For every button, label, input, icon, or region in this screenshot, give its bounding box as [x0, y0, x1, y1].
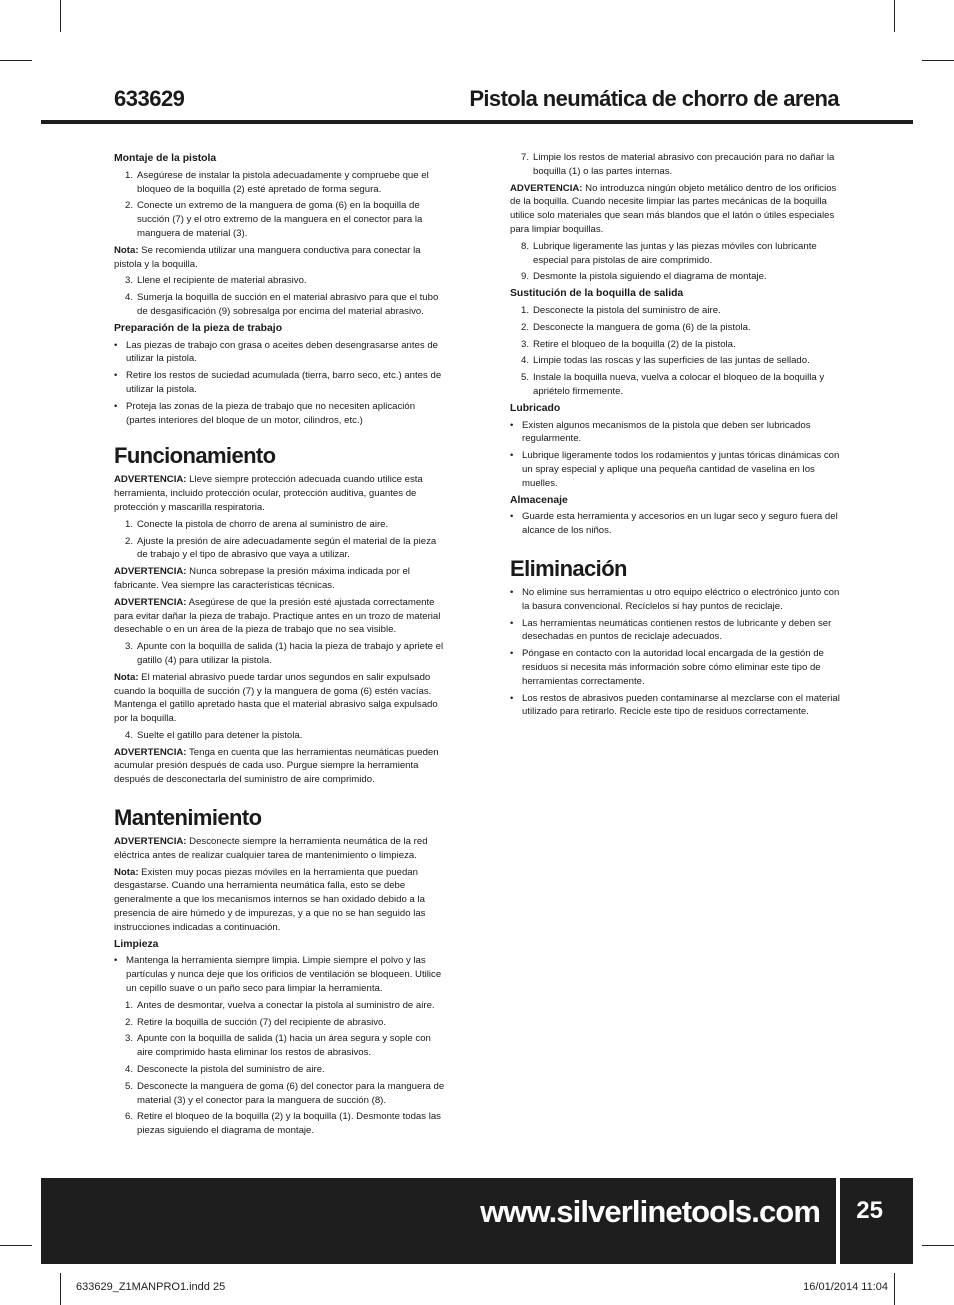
list-item: [114, 729, 446, 743]
footer-bar: [41, 1178, 913, 1264]
note-paragraph: [114, 866, 446, 935]
list-number: 5.: [125, 1080, 134, 1092]
list-item: [114, 369, 446, 397]
list-item-text: Retire el bloqueo de la boquilla (2) de la pistola.: [533, 338, 736, 350]
list-item-text: Las herramientas neumáticas contienen restos de lubricante y deben ser desechadas en puntos de reciclaje adecuados.: [522, 617, 832, 643]
warning-label: ADVERTENCIA:: [114, 474, 187, 486]
warning-text: No introduzca ningún objeto metálico dentro de los orificios de la boquilla. Cuando necesite limpiar las partes mecánicas de la boquilla utilice solo materiales que sean más blandos que el latón o útiles especiales para limpiar boquillas.: [510, 182, 837, 235]
montaje-list-2: [114, 274, 446, 318]
left-column: [114, 150, 446, 1141]
bullet-icon: •: [510, 511, 514, 523]
list-number: 2.: [521, 321, 530, 333]
warning-text: Desconecte siempre la herramienta neumática de la red eléctrica antes de realizar cualquier tarea de mantenimiento o limpieza.: [114, 836, 428, 861]
warning-paragraph: [510, 182, 842, 237]
list-item-text: Desconecte la pistola del suministro de aire.: [533, 304, 721, 316]
list-item: [114, 339, 446, 367]
list-number: 7.: [521, 152, 530, 163]
list-item: [114, 1080, 446, 1108]
warning-label: ADVERTENCIA:: [114, 836, 187, 848]
limpieza-bullets: [114, 954, 446, 995]
list-item-text: Ajuste la presión de aire adecuadamente según el material de la pieza de trabajo y el tipo de abrasivo que vaya a utilizar.: [137, 535, 437, 561]
subheading-almacenaje: Almacenaje: [510, 494, 568, 506]
section-heading-eliminacion: Eliminación: [510, 555, 627, 581]
list-item-text: Desconecte la manguera de goma (6) del conector para la manguera de material (3) y el conector para la manguera de succión (8).: [137, 1080, 445, 1106]
page-header: [114, 86, 839, 116]
montaje-list: [114, 169, 446, 241]
list-item: [510, 371, 842, 399]
limpieza-list: [114, 999, 446, 1138]
limpieza-list-cont-2: [510, 240, 842, 284]
list-item: [114, 518, 446, 532]
bullet-icon: •: [114, 370, 118, 382]
bullet-icon: •: [510, 617, 514, 629]
list-item: [114, 1110, 446, 1138]
bullet-icon: •: [510, 692, 514, 704]
bullet-icon: •: [510, 586, 514, 598]
bullet-icon: •: [114, 400, 118, 412]
list-item: [510, 449, 842, 490]
list-number: 4.: [125, 1064, 134, 1076]
warning-label: ADVERTENCIA:: [114, 746, 187, 758]
list-item-text: Limpie todas las roscas y las superficies de las juntas de sellado.: [533, 355, 810, 367]
list-item-text: Guarde esta herramienta y accesorios en un lugar seco y seguro fuera del alcance de los niños.: [522, 511, 838, 537]
bullet-icon: •: [510, 419, 514, 431]
list-item-text: Antes de desmontar, vuelva a conectar la pistola al suministro de aire.: [137, 999, 435, 1011]
list-item-text: Apunte con la boquilla de salida (1) hacia la pieza de trabajo y apriete el gatillo (4) para utilizar la pistola.: [137, 641, 444, 666]
list-number: 4.: [521, 355, 530, 367]
list-item-text: Las piezas de trabajo con grasa o aceites deben desengrasarse antes de utilizar la pistola.: [126, 339, 439, 365]
header-rule: [41, 120, 913, 124]
lubricado-list: [510, 419, 842, 491]
almacenaje-list: [510, 510, 842, 538]
list-item-text: Asegúrese de instalar la pistola adecuadamente y compruebe que el bloqueo de la boquilla (2) esté apretado de forma segura.: [137, 169, 429, 195]
limpieza-list-cont: [510, 151, 842, 179]
list-item-text: Conecte la pistola de chorro de arena al suministro de aire.: [137, 518, 389, 530]
list-item-text: Lubrique ligeramente todos los rodamientos y juntas tóricas dinámicas con un spray especial y aplique una pequeña cantidad de vaselina en los muelles.: [522, 450, 840, 489]
list-item-text: Mantenga la herramienta siempre limpia. Limpie siempre el polvo y las partículas y nunca deje que los orificios de ventilación se bloqueen. Utilice un cepillo suave o un paño seco para limpiar la herramienta.: [126, 955, 442, 995]
note-paragraph: [114, 244, 446, 272]
list-item-text: Proteja las zonas de la pieza de trabajo que no necesiten aplicación (partes interiores del bloque de un motor, cilindros, etc.): [126, 400, 416, 426]
list-item-text: Conecte un extremo de la manguera de goma (6) en la boquilla de succión (7) y el otro extremo de la manguera en el conector para la manguera de material (3).: [137, 200, 423, 239]
crop-mark: [894, 0, 895, 32]
list-item: [510, 338, 842, 352]
bullet-icon: •: [114, 955, 118, 967]
right-column: [510, 151, 842, 722]
subheading-preparacion: Preparación de la pieza de trabajo: [114, 322, 283, 334]
warning-text: Tenga en cuenta que las herramientas neumáticas pueden acumular presión después de cada uso. Purgue siempre la herramienta después de desconectarla del suministro de aire comprimido.: [114, 746, 439, 786]
list-number: 1.: [125, 999, 134, 1011]
func-list-1: [114, 518, 446, 562]
list-item-text: Instale la boquilla nueva, vuelva a colocar el bloqueo de la boquilla y apriételo firmemente.: [533, 372, 825, 397]
eliminacion-list: [510, 586, 842, 719]
func-list-3: [114, 729, 446, 743]
crop-mark: [60, 0, 61, 32]
list-item: [510, 270, 842, 284]
bullet-icon: •: [510, 450, 514, 462]
list-number: 3.: [125, 275, 134, 287]
list-number: 4.: [125, 729, 134, 741]
slug-date: 16/01/2014 11:04: [803, 1281, 888, 1293]
warning-text: Nunca sobrepase la presión máxima indicada por el fabricante. Vea siempre las características técnicas.: [114, 566, 410, 591]
list-item: [510, 240, 842, 268]
note-text: El material abrasivo puede tardar unos segundos en salir expulsado cuando la boquilla de succión (7) y la manguera de goma (6) estén vacías. Mantenga el gatillo apretado hasta que el material abrasivo salga expulsado por la boquilla.: [114, 671, 438, 725]
warning-paragraph: [114, 473, 446, 514]
note-text: Existen muy pocas piezas móviles en la herramienta que puedan desgastarse. Cuando una herramienta neumática falla, esto se debe generalmente a que los mecanismos internos se han oxidado debido a la presencia de aire húmedo y de impurezas, y a que no se han seguido las instrucciones indicadas a continuación.: [114, 866, 426, 933]
list-item: [114, 535, 446, 563]
list-item-text: Existen algunos mecanismos de la pistola que deben ser lubricados regularmente.: [522, 419, 811, 445]
list-item-text: Lubrique ligeramente las juntas y las piezas móviles con lubricante especial para pistolas de aire comprimido.: [533, 240, 817, 266]
func-list-2: [114, 640, 446, 668]
list-item: [510, 617, 842, 645]
subheading-lubricado: Lubricado: [510, 402, 561, 414]
list-item-text: Retire el bloqueo de la boquilla (2) y la boquilla (1). Desmonte todas las piezas siguiendo el diagrama de montaje.: [137, 1111, 441, 1137]
slug-filename: 633629_Z1MANPRO1.indd 25: [76, 1281, 226, 1293]
prep-list: [114, 339, 446, 428]
note-text: Se recomienda utilizar una manguera conductiva para conectar la pistola y la boquilla.: [114, 244, 421, 270]
crop-mark: [0, 1245, 32, 1246]
sustitucion-list: [510, 304, 842, 399]
crop-mark: [60, 1273, 61, 1305]
list-item-text: Llene el recipiente de material abrasivo.: [137, 275, 307, 287]
note-label: Nota:: [114, 866, 139, 878]
list-item: [114, 199, 446, 240]
list-item: [114, 400, 446, 428]
list-item-text: Retire la boquilla de succión (7) del recipiente de abrasivo.: [137, 1016, 387, 1028]
list-item: [114, 999, 446, 1013]
subheading-sustitucion: Sustitución de la boquilla de salida: [510, 288, 684, 300]
page-number: 25: [856, 1197, 883, 1224]
list-item-text: Sumerja la boquilla de succión en el material abrasivo para que el tubo de desgasificación (9) sobresalga por encima del material abrasivo.: [137, 292, 439, 317]
warning-label: ADVERTENCIA:: [510, 182, 583, 194]
list-item: [510, 647, 842, 688]
list-number: 3.: [125, 641, 134, 653]
list-item-text: Los restos de abrasivos pueden contaminarse al mezclarse con el material utilizado para retirarlo. Recicle este tipo de residuos correctamente.: [522, 692, 840, 718]
list-number: 4.: [125, 292, 134, 304]
page-title: Pistola neumática de chorro de arena: [469, 86, 839, 111]
list-number: 3.: [125, 1033, 134, 1045]
list-item: [114, 291, 446, 319]
warning-paragraph: [114, 596, 446, 637]
list-item: [510, 304, 842, 318]
list-item: [510, 419, 842, 447]
warning-label: ADVERTENCIA:: [114, 566, 187, 578]
list-number: 2.: [125, 1016, 134, 1028]
subheading-montaje: Montaje de la pistola: [114, 153, 217, 164]
note-paragraph: [114, 671, 446, 726]
list-item-text: Apunte con la boquilla de salida (1) hacia un área segura y sople con aire comprimido hasta eliminar los restos de abrasivos.: [137, 1033, 431, 1059]
warning-text: Asegúrese de que la presión esté ajustada correctamente para evitar dañar la pieza de trabajo. Practique antes en un trozo de material desechable o en un área de la pieza de trabajo que no sea visible.: [114, 596, 441, 636]
warning-label: ADVERTENCIA:: [114, 596, 187, 608]
list-number: 5.: [521, 372, 530, 384]
section-heading-funcionamiento: Funcionamiento: [114, 443, 276, 469]
list-number: 2.: [125, 200, 134, 212]
list-item: [510, 586, 842, 614]
section-heading-mantenimiento: Mantenimiento: [114, 805, 262, 831]
list-item: [510, 321, 842, 335]
list-item: [114, 1032, 446, 1060]
warning-paragraph: [114, 746, 446, 787]
warning-paragraph: [114, 565, 446, 593]
subheading-limpieza: Limpieza: [114, 938, 159, 950]
warning-text: Lleve siempre protección adecuada cuando utilice esta herramienta, incluido protección ocular, protección auditiva, guantes de protección y mascarilla respiratoria.: [114, 474, 423, 513]
list-number: 2.: [125, 535, 134, 547]
list-item-text: No elimine sus herramientas u otro equipo eléctrico o electrónico junto con la basura convencional. Recíclelos si hay puntos de reciclaje.: [522, 586, 840, 612]
list-number: 8.: [521, 240, 530, 252]
list-item: [114, 640, 446, 668]
bullet-icon: •: [114, 339, 118, 351]
list-number: 3.: [521, 338, 530, 350]
list-item: [510, 354, 842, 368]
crop-mark: [0, 60, 32, 61]
list-item: [114, 169, 446, 197]
list-item: [510, 510, 842, 538]
crop-mark: [922, 60, 954, 61]
warning-paragraph: [114, 835, 446, 863]
list-number: 6.: [125, 1111, 134, 1123]
model-number: 633629: [114, 86, 185, 111]
website-url: www.silverlinetools.com: [480, 1194, 820, 1229]
list-item: [114, 1063, 446, 1077]
crop-mark: [922, 1245, 954, 1246]
list-item: [510, 151, 842, 179]
list-number: 9.: [521, 271, 530, 283]
list-item-text: Desconecte la manguera de goma (6) de la pistola.: [533, 321, 751, 333]
list-item: [114, 1016, 446, 1030]
list-number: 1.: [125, 518, 134, 530]
list-item: [510, 692, 842, 720]
note-label: Nota:: [114, 671, 139, 683]
bullet-icon: •: [510, 648, 514, 660]
list-item: [114, 274, 446, 288]
list-item-text: Desmonte la pistola siguiendo el diagrama de montaje.: [533, 271, 767, 283]
list-item-text: Limpie los restos de material abrasivo con precaución para no dañar la boquilla (1) o las partes internas.: [533, 152, 835, 177]
list-number: 1.: [521, 304, 530, 316]
list-number: 1.: [125, 169, 134, 181]
list-item-text: Retire los restos de suciedad acumulada (tierra, barro seco, etc.) antes de utilizar la pistola.: [126, 370, 442, 395]
page-number-divider: [836, 1178, 840, 1264]
list-item: [114, 954, 446, 995]
crop-mark: [894, 1273, 895, 1305]
list-item-text: Póngase en contacto con la autoridad local encargada de la gestión de residuos si necesita más información sobre cómo eliminar este tipo de herramientas correctamente.: [522, 648, 824, 687]
list-item-text: Desconecte la pistola del suministro de aire.: [137, 1064, 325, 1076]
note-label: Nota:: [114, 244, 139, 256]
list-item-text: Suelte el gatillo para detener la pistola.: [137, 729, 303, 741]
